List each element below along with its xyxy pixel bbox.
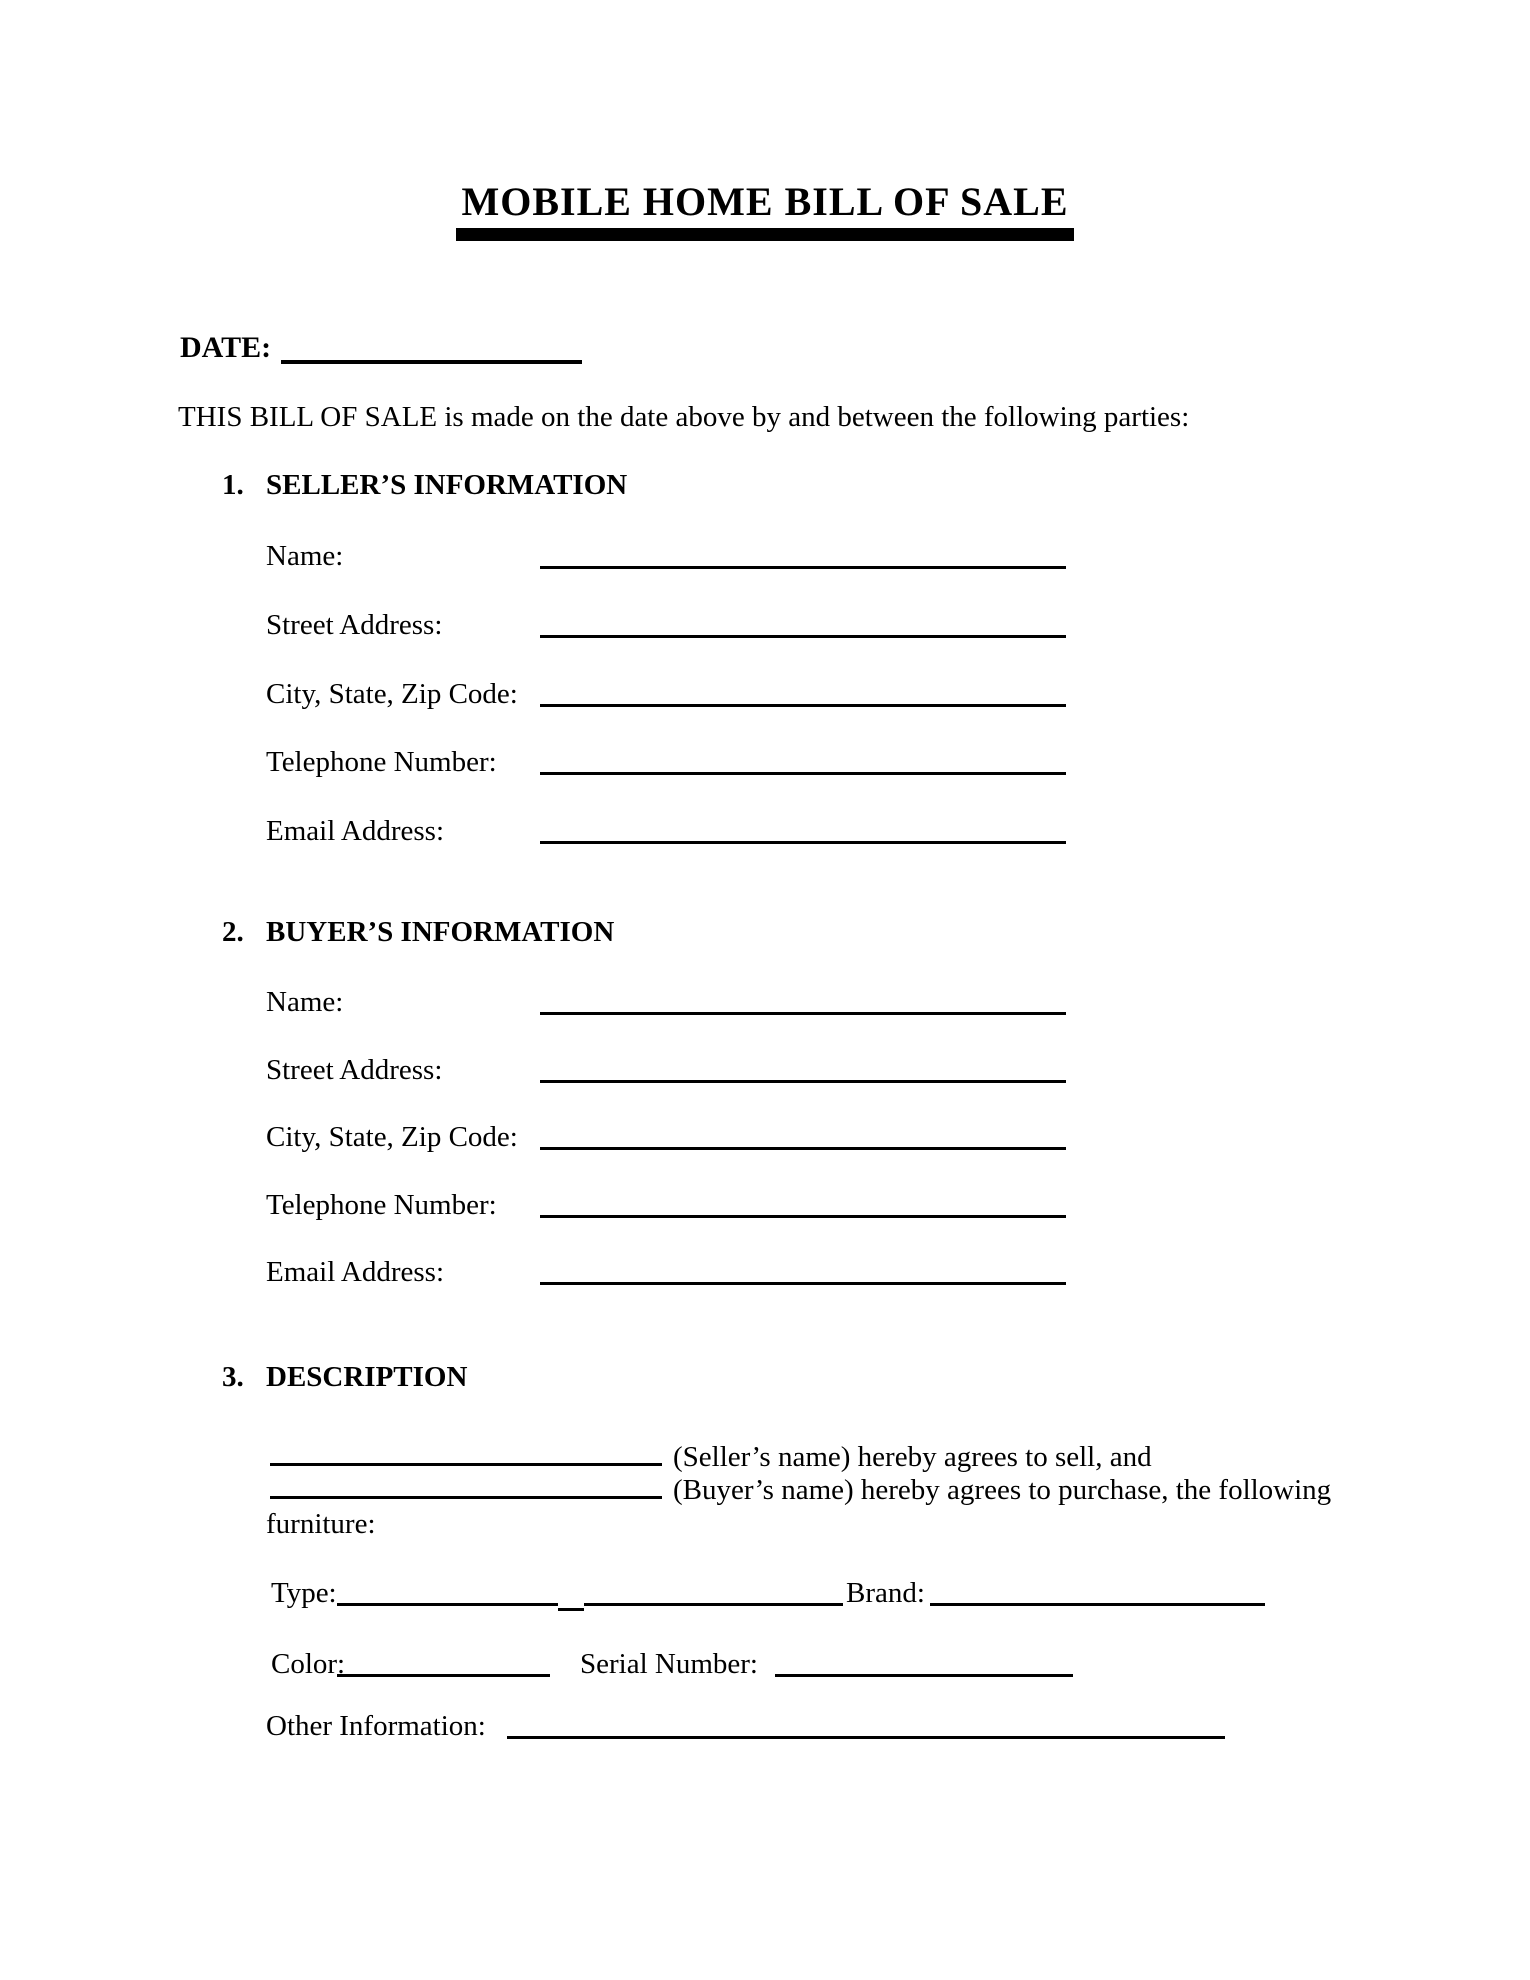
color-input-line[interactable]	[337, 1674, 550, 1677]
seller-street-address-label: Street Address:	[266, 609, 443, 641]
description-continuation-text: furniture:	[266, 1508, 376, 1540]
seller-city-state-zip-input-line[interactable]	[540, 704, 1066, 707]
serial-number-label: Serial Number:	[580, 1648, 758, 1680]
buyer-street-address-label: Street Address:	[266, 1054, 443, 1086]
buyer-section-number: 2.	[222, 916, 244, 948]
document-title	[0, 178, 1530, 241]
buyer-section-heading: BUYER’S INFORMATION	[266, 916, 615, 948]
buyer-name-input-line[interactable]	[540, 1012, 1066, 1015]
seller-section-number: 1.	[222, 469, 244, 501]
brand-input-line[interactable]	[930, 1603, 1265, 1606]
seller-street-address-input-line[interactable]	[540, 635, 1066, 638]
seller-name-label: Name:	[266, 540, 344, 572]
seller-email-label: Email Address:	[266, 815, 445, 847]
type-label: Type:	[271, 1577, 337, 1609]
seller-telephone-input-line[interactable]	[540, 772, 1066, 775]
seller-name-input-line[interactable]	[540, 566, 1066, 569]
description-section-number: 3.	[222, 1361, 244, 1393]
date-input-line[interactable]	[281, 360, 582, 364]
buyer-email-input-line[interactable]	[540, 1282, 1066, 1285]
seller-city-state-zip-label: City, State, Zip Code:	[266, 678, 518, 710]
buyer-email-label: Email Address:	[266, 1256, 445, 1288]
buyer-telephone-input-line[interactable]	[540, 1215, 1066, 1218]
color-label: Color:	[271, 1648, 346, 1680]
description-seller-suffix-text: (Seller’s name) hereby agrees to sell, and	[673, 1441, 1152, 1473]
intro-text: THIS BILL OF SALE is made on the date above by and between the following parties:	[178, 401, 1190, 433]
type-input-line-segment-3[interactable]	[584, 1603, 843, 1606]
description-buyer-suffix-text: (Buyer’s name) hereby agrees to purchase, the following	[673, 1474, 1332, 1506]
serial-number-input-line[interactable]	[775, 1674, 1073, 1677]
type-input-line-segment-1[interactable]	[337, 1603, 558, 1606]
description-buyer-name-input-line[interactable]	[270, 1496, 662, 1499]
type-input-line-segment-2[interactable]	[558, 1608, 584, 1611]
other-information-input-line[interactable]	[507, 1736, 1225, 1739]
description-section-heading: DESCRIPTION	[266, 1361, 468, 1393]
brand-label: Brand:	[846, 1577, 925, 1609]
seller-telephone-label: Telephone Number:	[266, 746, 497, 778]
buyer-street-address-input-line[interactable]	[540, 1080, 1066, 1083]
other-information-label: Other Information:	[266, 1710, 486, 1742]
description-seller-name-input-line[interactable]	[270, 1463, 662, 1466]
date-label: DATE:	[180, 331, 272, 364]
buyer-telephone-label: Telephone Number:	[266, 1189, 497, 1221]
seller-email-input-line[interactable]	[540, 841, 1066, 844]
seller-section-heading: SELLER’S INFORMATION	[266, 469, 628, 501]
buyer-city-state-zip-input-line[interactable]	[540, 1147, 1066, 1150]
buyer-city-state-zip-label: City, State, Zip Code:	[266, 1121, 518, 1153]
document-title-text: MOBILE HOME BILL OF SALE	[456, 178, 1073, 241]
buyer-name-label: Name:	[266, 986, 344, 1018]
